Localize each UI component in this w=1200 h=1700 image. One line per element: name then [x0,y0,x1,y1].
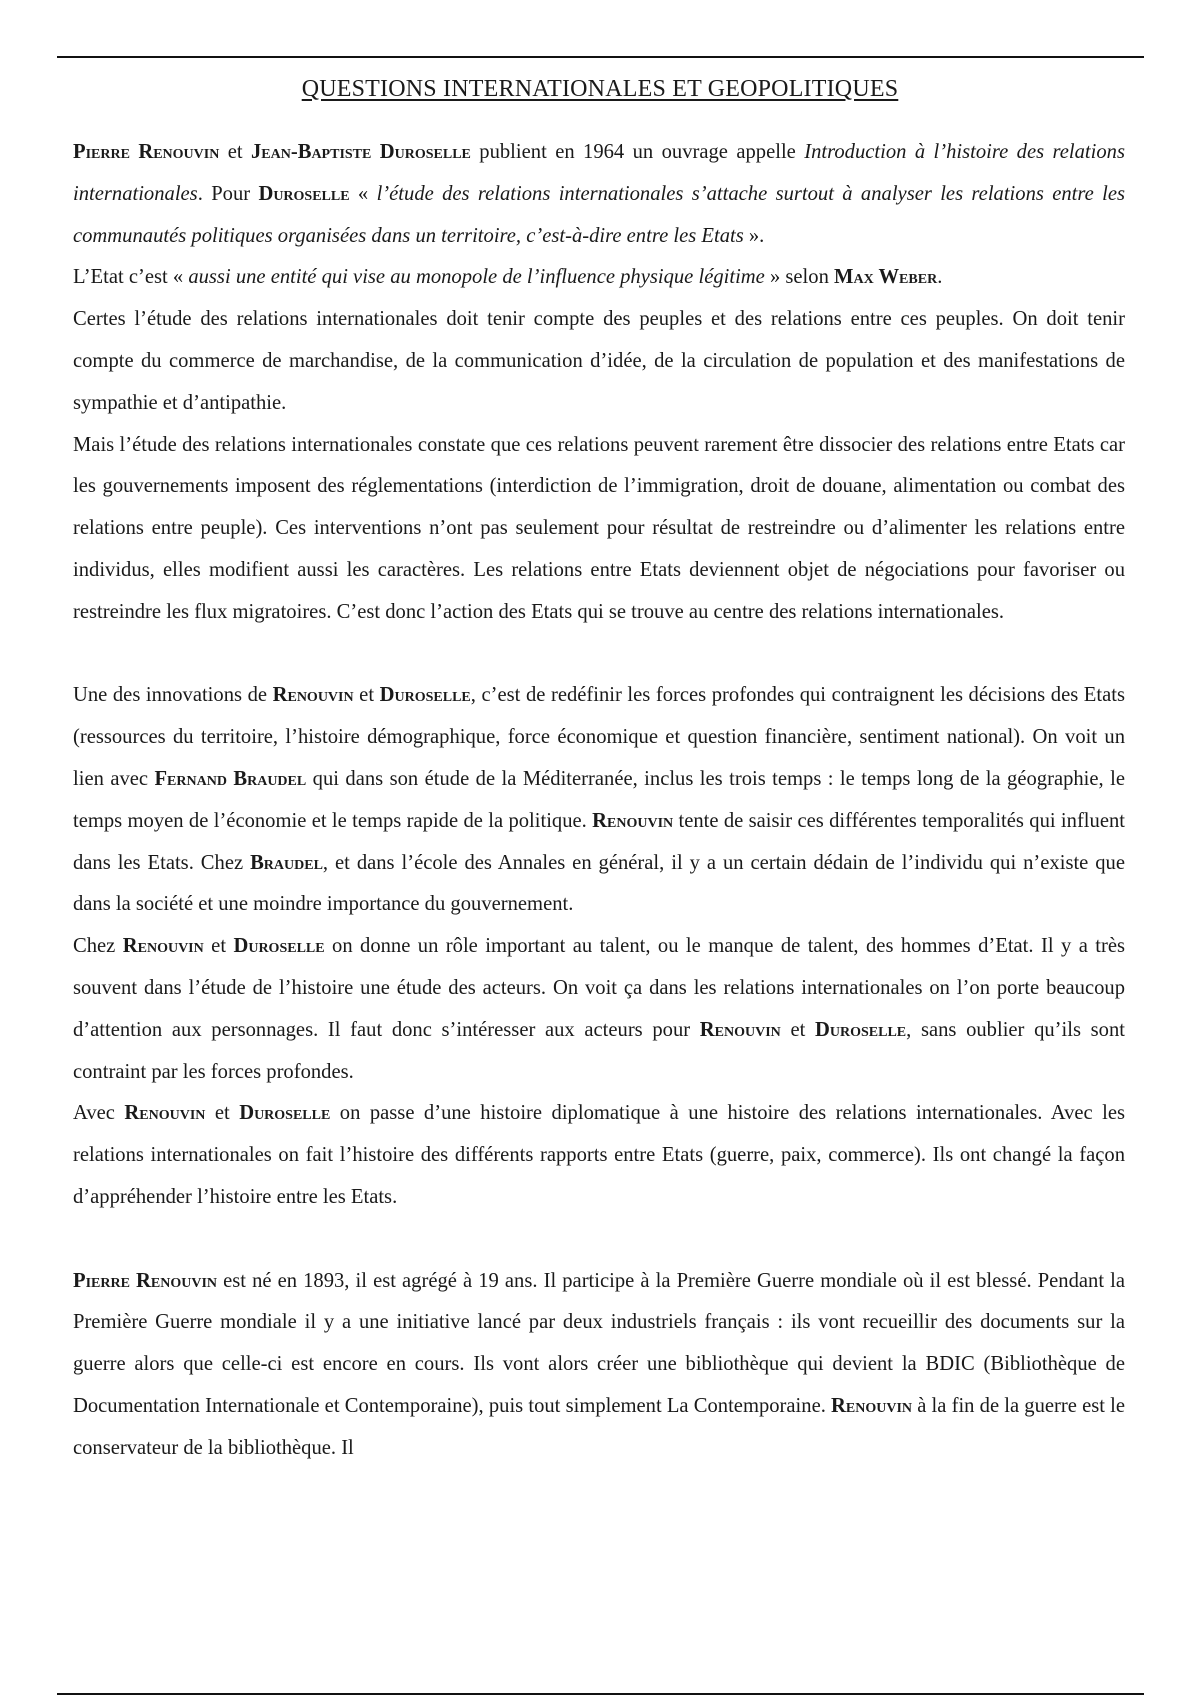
author-name: Duroselle [233,935,325,958]
author-name: Renouvin [122,935,204,958]
text-run: Mais l’étude des relations internationales constate que ces relations peuvent rarement être dissocier des relations entre Etats car les gouvernements imposent des réglementations (interdiction de l’immigration, droit de douane, alimentation ou combat des relations entre peuple). Ces interventions n’ont pas seulement pour résultat de restreindre ou d’alimenter les relations entre individus, elles modifient aussi les caractères. Les relations entre Etats deviennent objet de négociations pour favoriser ou restreindre les flux migratoires. C’est donc l’action des Etats qui se trouve au centre des relations internationales. [73,433,1125,623]
document-body [73,132,1125,1470]
author-name: Duroselle [258,182,350,205]
author-name: Pierre Renouvin [73,141,220,163]
text-run: . [937,266,943,289]
paragraph [73,926,1125,1093]
text-run: et [205,1102,240,1125]
text-run: Chez [73,935,123,958]
text-run: . Pour [197,182,259,205]
author-name: Renouvin [831,1394,913,1417]
text-run: ». [743,224,765,247]
top-rule [57,56,1144,58]
text-run: Avec [73,1102,125,1125]
author-name: Pierre Renouvin [73,1269,218,1292]
paragraph [73,1093,1125,1218]
author-name: Braudel [250,851,323,874]
text-run: Certes l’étude des relations internationales doit tenir compte des peuples et des relations entre ces peuples. On doit tenir compte du commerce de marchandise, de la communication d’idée, de la circulation de population et des manifestations de sympathie et d’antipathie. [73,308,1125,414]
author-name: Jean-Baptiste Duroselle [251,141,471,163]
italic-text: l’étude des relations internationales s’attache surtout à analyser les relations entre les communautés politiques organisées dans un territoire, c’est-à-dire entre les Etats [73,182,1126,247]
paragraph-spacer [73,634,1125,676]
author-name: Duroselle [815,1018,907,1041]
author-name: Duroselle [379,684,471,707]
author-name: Duroselle [239,1102,331,1125]
page-title: QUESTIONS INTERNATIONALES ET GEOPOLITIQUES [301,76,899,102]
author-name: Renouvin [699,1018,781,1041]
paragraph [73,299,1125,424]
text-run: Une des innovations de [73,684,273,707]
author-name: Renouvin [124,1102,206,1125]
text-run: qui dans son étude de la Méditerranée, inclus les trois temps : le temps long de la géographie, le temps moyen de l’économie et le temps rapide de la politique. [73,767,1125,832]
text-run: et [353,684,380,707]
author-name: Renouvin [272,684,354,707]
paragraph [73,675,1125,926]
paragraph [73,1261,1125,1470]
text-run: L’Etat c’est « [73,266,189,289]
text-run: , c’est de redéfinir les forces profondes qui contraignent les décisions des Etats (ressources du territoire, l’histoire démographique, force économique et question financière, sentiment national). On voit un lien avec [73,684,1125,790]
text-run: et [219,141,251,163]
italic-text: Introduction à l’histoire des relations internationales [73,141,1125,205]
text-run: tente de saisir ces différentes temporalités qui influent dans les Etats. Chez [73,809,1125,874]
text-run: et [203,935,234,958]
text-run: » selon [764,266,835,289]
text-run: « [349,182,377,205]
author-name: Renouvin [592,809,674,832]
text-run: on passe d’une histoire diplomatique à une histoire des relations internationales. Avec les relations internationales on fait l’histoire des différents rapports entre Etats (guerre, paix, commerce). Ils ont changé la façon d’appréhender l’histoire entre les Etats. [73,1102,1125,1208]
text-run: , et dans l’école des Annales en général, il y a un certain dédain de l’individu qui n’existe que dans la société et une moindre importance du gouvernement. [73,851,1125,916]
text-run: on donne un rôle important au talent, ou le manque de talent, des hommes d’Etat. Il y a très souvent dans l’étude de l’histoire une étude des acteurs. On voit ça dans les relations internationales on l’on porte beaucoup d’attention aux personnages. Il faut donc s’intéresser aux acteurs pour [73,935,1125,1041]
text-run: à la fin de la guerre est le conservateur de la bibliothèque. Il [73,1394,1125,1459]
bottom-rule [57,1693,1144,1695]
text-run: est né en 1893, il est agrégé à 19 ans. Il participe à la Première Guerre mondiale où il est blessé. Pendant la Première Guerre mondiale il y a une initiative lancé par deux industriels français : ils vont recueillir des documents sur la guerre alors que celle-ci est encore en cours. Ils vont alors créer une bibliothèque qui devient la BDIC (Bibliothèque de Documentation Internationale et Contemporaine), puis tout simplement La Contemporaine. [73,1269,1125,1417]
text-run: publient en 1964 un ouvrage appelle [470,141,805,163]
author-name: Fernand Braudel [154,767,307,790]
author-name: Max Weber [834,266,938,289]
paragraph-spacer [73,1219,1125,1261]
text-run: , sans oublier qu’ils sont contraint par les forces profondes. [73,1018,1125,1083]
text-run: et [780,1018,815,1041]
paragraph [73,132,1125,257]
italic-text: aussi une entité qui vise au monopole de l’influence physique légitime [188,266,765,289]
paragraph [73,425,1125,634]
paragraph [73,257,1125,299]
